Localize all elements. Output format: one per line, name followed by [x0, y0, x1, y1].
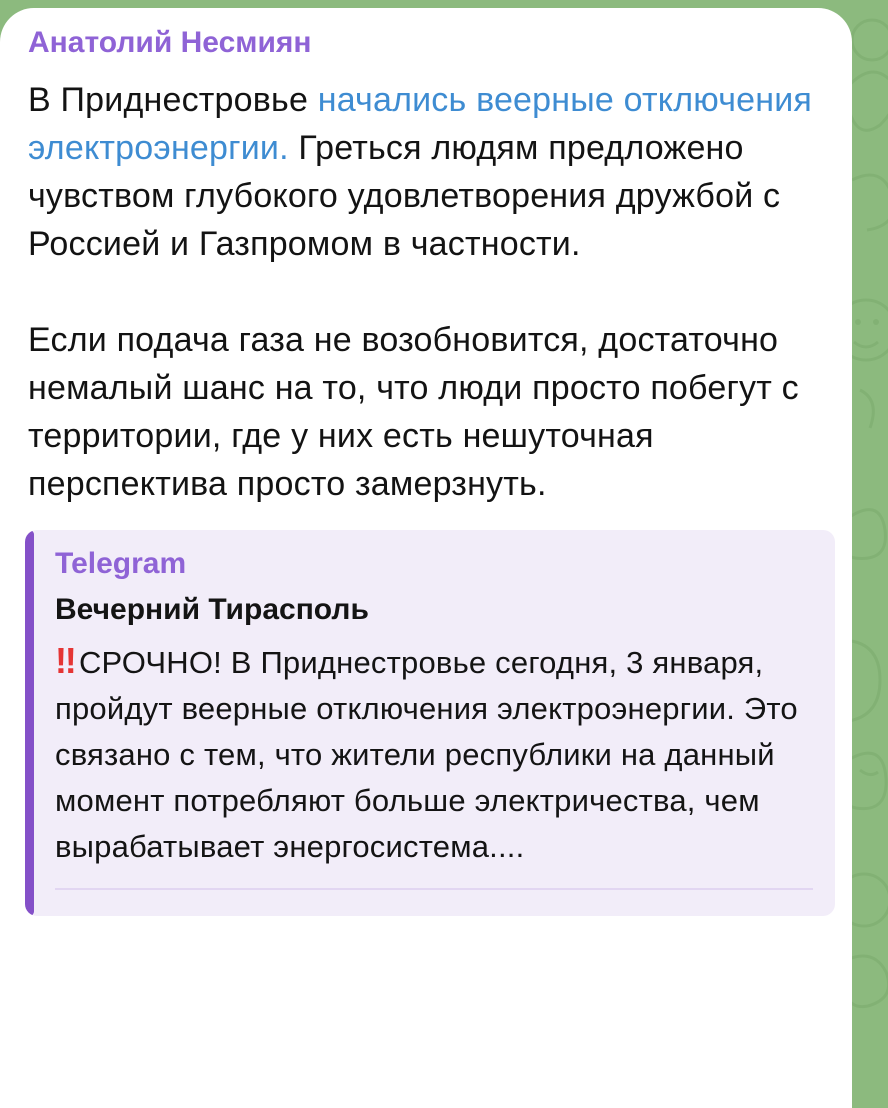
- preview-accent-bar: [25, 530, 34, 916]
- inline-link[interactable]: начались веерные отключения электроэнергии.: [28, 81, 813, 167]
- message-text: [28, 76, 828, 508]
- author-name[interactable]: Анатолий Несмиян: [28, 26, 312, 59]
- preview-site-name: Telegram: [55, 547, 187, 580]
- preview-channel-title: Вечерний Тирасполь: [55, 593, 369, 626]
- preview-description-text: СРОЧНО! В Приднестровье сегодня, 3 января, пройдут веерные отключения электроэнергии. Это связано с тем, что жители республики на данный момент потребляют больше электричества, чем вырабатывает энергосистема....: [55, 645, 798, 864]
- message-paragraph-2: Если подача газа не возобновится, достаточно немалый шанс на то, что люди просто побегут с территории, где у них есть нешуточная перспектива просто замерзнуть.: [28, 321, 799, 503]
- preview-divider: [55, 888, 813, 890]
- double-exclamation-emoji: ‼: [55, 640, 77, 681]
- paragraph1-post-link-text: Греться людям предложено чувством глубокого удовлетворения дружбой с Россией и Газпромом в частности.: [28, 129, 781, 263]
- message-paragraph-1: [28, 76, 828, 268]
- message-bubble: [0, 8, 852, 1108]
- paragraph1-pre-link-text: В Приднестровье: [28, 81, 318, 119]
- preview-description: [55, 638, 813, 870]
- link-preview-card[interactable]: [25, 530, 835, 916]
